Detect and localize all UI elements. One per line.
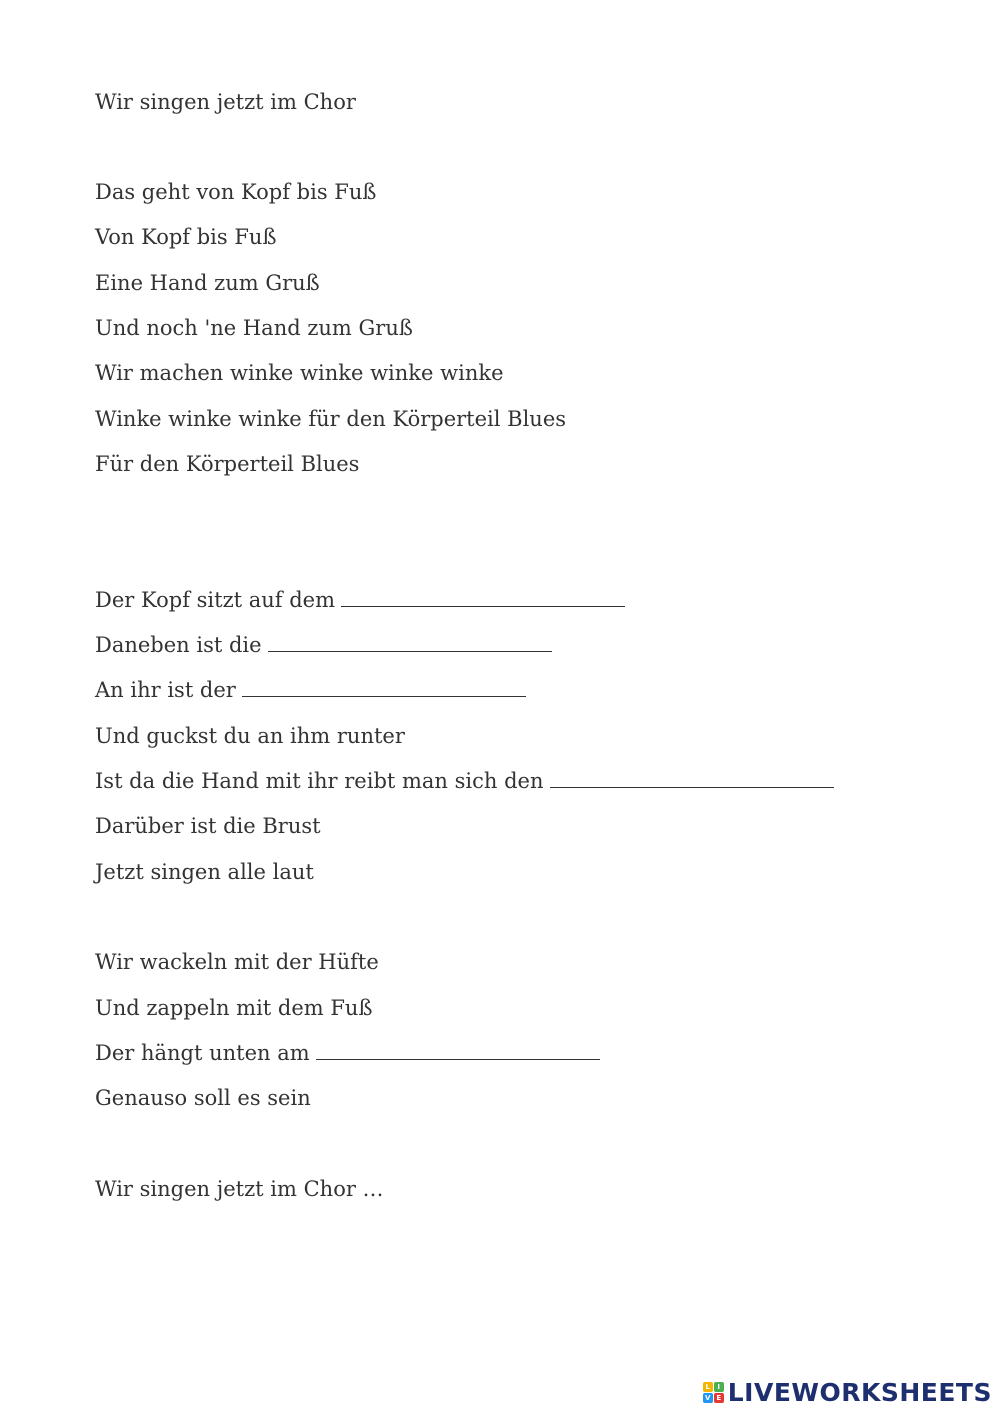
logo-block: V bbox=[703, 1393, 713, 1403]
gap-fill-line bbox=[95, 768, 834, 794]
lyric-line: Für den Körperteil Blues bbox=[95, 452, 360, 476]
lyric-line: Und zappeln mit dem Fuß bbox=[95, 996, 373, 1020]
lyric-line: Darüber ist die Brust bbox=[95, 814, 321, 838]
liveworksheets-logo bbox=[703, 1378, 992, 1407]
answer-blank[interactable] bbox=[268, 633, 552, 652]
logo-block: I bbox=[714, 1382, 724, 1392]
gap-fill-prompt: Der Kopf sitzt auf dem bbox=[95, 588, 336, 612]
lyric-line: Wir wackeln mit der Hüfte bbox=[95, 950, 379, 974]
gap-fill-prompt: Der hängt unten am bbox=[95, 1041, 310, 1065]
gap-fill-prompt: Ist da die Hand mit ihr reibt man sich den bbox=[95, 769, 544, 793]
lyric-line: Von Kopf bis Fuß bbox=[95, 225, 277, 249]
answer-blank[interactable] bbox=[242, 678, 526, 697]
lyric-line: Eine Hand zum Gruß bbox=[95, 271, 320, 295]
logo-text: LIVEWORKSHEETS bbox=[727, 1378, 992, 1407]
lyric-line: Winke winke winke für den Körperteil Blues bbox=[95, 407, 567, 431]
lyric-line: Wir machen winke winke winke winke bbox=[95, 361, 504, 385]
gap-fill-line bbox=[95, 1040, 600, 1066]
lyric-line: Das geht von Kopf bis Fuß bbox=[95, 180, 377, 204]
gap-fill-prompt: Daneben ist die bbox=[95, 633, 262, 657]
gap-fill-line bbox=[95, 677, 526, 703]
gap-fill-prompt: An ihr ist der bbox=[95, 678, 236, 702]
answer-blank[interactable] bbox=[316, 1041, 600, 1060]
logo-block: E bbox=[714, 1393, 724, 1403]
logo-blocks-icon bbox=[703, 1382, 724, 1403]
answer-blank[interactable] bbox=[341, 588, 625, 607]
gap-fill-line bbox=[95, 632, 552, 658]
gap-fill-line bbox=[95, 587, 625, 613]
lyric-line: Und noch 'ne Hand zum Gruß bbox=[95, 316, 413, 340]
lyric-line: Jetzt singen alle laut bbox=[95, 860, 314, 884]
lyric-line: Und guckst du an ihm runter bbox=[95, 724, 405, 748]
lyric-line: Genauso soll es sein bbox=[95, 1086, 311, 1110]
lyric-line: Wir singen jetzt im Chor bbox=[95, 90, 356, 114]
logo-block: L bbox=[703, 1382, 713, 1392]
lyric-line: Wir singen jetzt im Chor … bbox=[95, 1177, 384, 1201]
answer-blank[interactable] bbox=[550, 769, 834, 788]
